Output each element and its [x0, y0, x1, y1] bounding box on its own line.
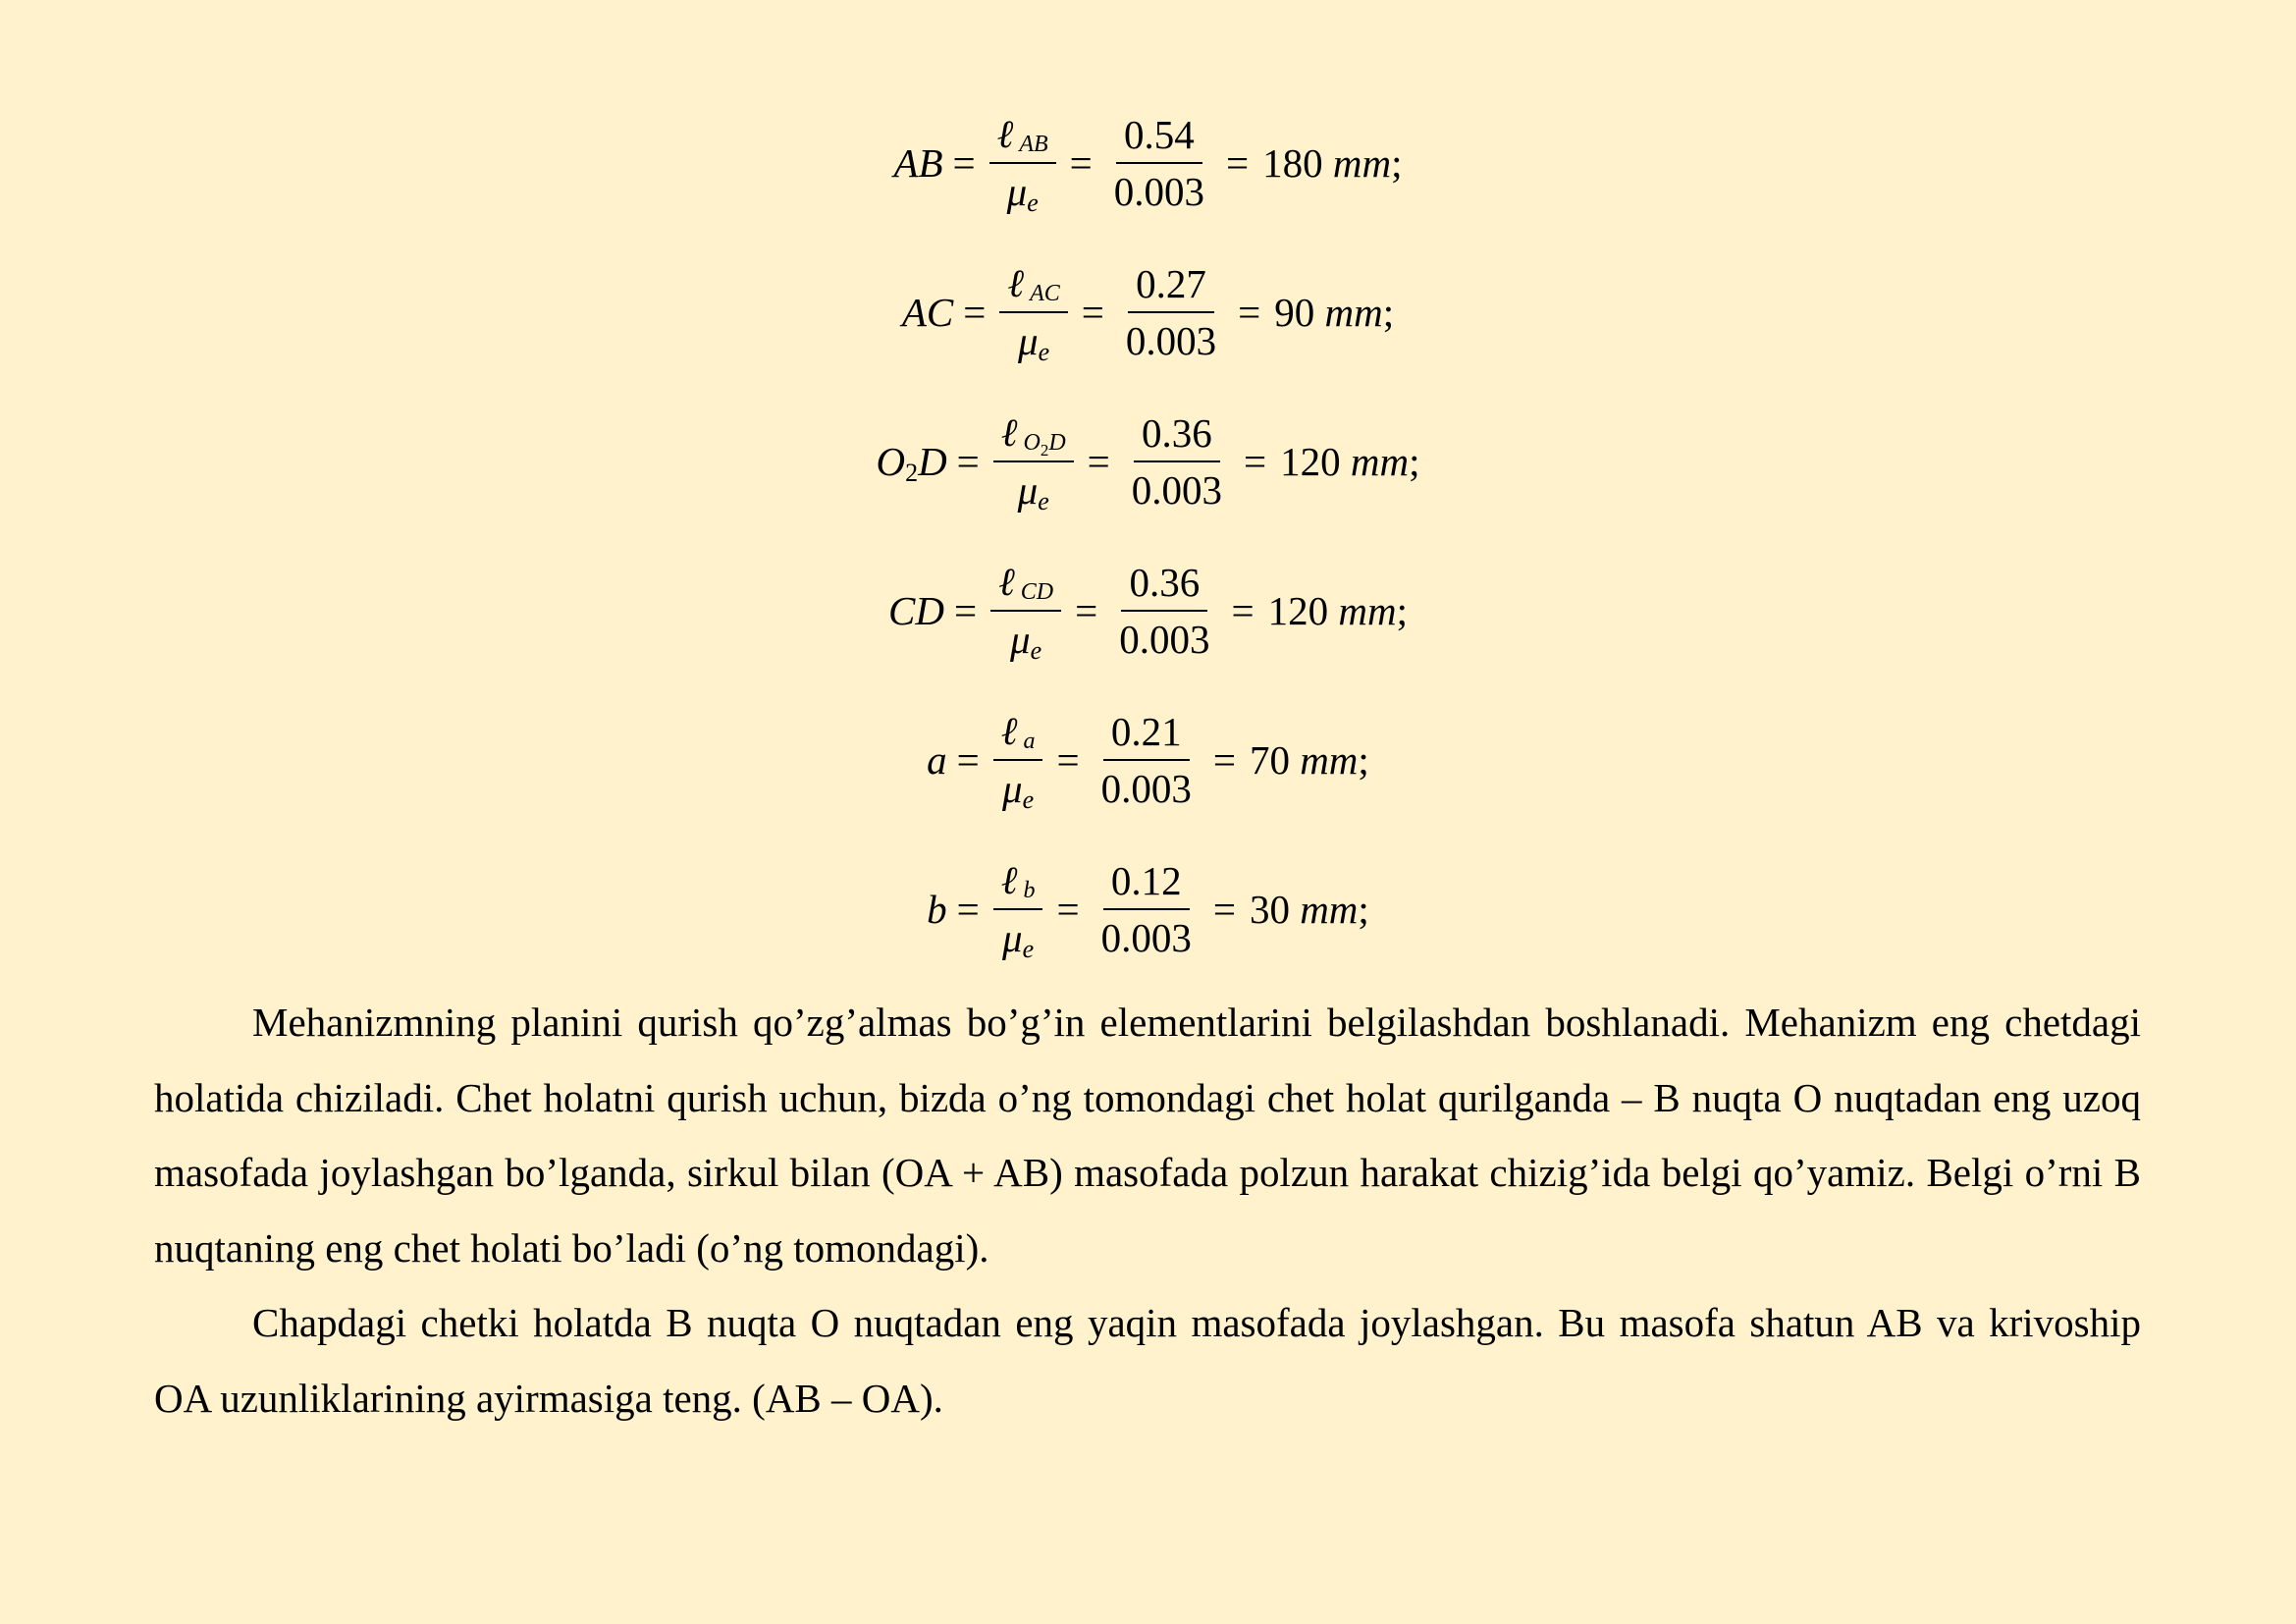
terminator: ;: [1391, 139, 1403, 186]
mu-subscript: e: [1030, 636, 1042, 665]
ell-subscript: O: [1023, 430, 1041, 456]
denominator: 0.003: [1131, 466, 1223, 513]
ell-subscript: AB: [1019, 132, 1048, 157]
mu-subscript: e: [1038, 338, 1050, 366]
value-fraction: [1094, 704, 1200, 816]
numerator: 0.36: [1134, 406, 1220, 462]
unit: mm: [1300, 886, 1359, 932]
equals-sign: =: [956, 886, 980, 932]
equals-sign: =: [1238, 289, 1261, 335]
ell-subscript-index: 2: [1040, 441, 1049, 460]
result-value: 120: [1280, 438, 1341, 484]
unit: mm: [1338, 587, 1397, 633]
length-fraction: [989, 107, 1056, 219]
unit: mm: [1332, 139, 1392, 186]
equals-sign: =: [1244, 438, 1267, 484]
equals-sign: =: [1212, 886, 1236, 932]
denominator: 0.003: [1113, 168, 1205, 214]
mu-symbol: μ: [1018, 317, 1039, 363]
equals-sign: =: [963, 289, 987, 335]
value-fraction: [1106, 107, 1212, 219]
equation-a: [0, 685, 2296, 835]
result-value: 30: [1249, 886, 1290, 932]
unit: mm: [1350, 438, 1410, 484]
length-fraction: [993, 406, 1074, 517]
value-fraction: [1118, 256, 1224, 368]
mu-symbol: μ: [1010, 616, 1031, 662]
ell-symbol: ℓ: [1000, 709, 1018, 753]
result-value: 180: [1262, 139, 1323, 186]
equals-sign: =: [952, 139, 976, 186]
equals-sign: =: [1226, 139, 1250, 186]
ell-subscript: CD: [1020, 579, 1054, 605]
length-fraction: [993, 704, 1043, 816]
ell-symbol: ℓ: [996, 112, 1014, 156]
mu-subscript: e: [1027, 189, 1039, 217]
denominator: 0.003: [1100, 765, 1192, 811]
paragraph-mechanism-plan: Mehanizmning planini qurish qo’zg’almas bo’g’in elementlarini belgilashdan boshlanadi. Mehanizm eng chetdagi holatida chiziladi. Chet holatni qurish uchun, bizda o’ng tomondagi chet holat qurilganda – B nuqta O nuqtadan eng uzoq masofada joylashgan bo’lganda, sirkul bilan (OA + AB) masofada polzun harakat chizig’ida belgi qo’yamiz. Belgi o’rni B nuqtaning eng chet holati bo’ladi (o’ng tomondagi).: [154, 1000, 2141, 1271]
ell-subscript: AC: [1030, 281, 1060, 306]
length-fraction: [990, 555, 1061, 667]
result-value: 120: [1267, 587, 1329, 633]
terminator: ;: [1358, 736, 1369, 783]
result-value: 70: [1249, 736, 1290, 783]
numerator: 0.12: [1103, 853, 1190, 910]
equals-sign: =: [956, 736, 980, 783]
equals-sign: =: [1069, 139, 1093, 186]
equals-sign: =: [1231, 587, 1255, 633]
terminator: ;: [1409, 438, 1420, 484]
length-fraction: [993, 853, 1043, 965]
ell-symbol: ℓ: [1000, 410, 1018, 455]
ell-symbol: ℓ: [1000, 858, 1018, 902]
length-fraction: [999, 256, 1067, 368]
equation-ab: [0, 88, 2296, 238]
mu-subscript: e: [1022, 935, 1035, 963]
denominator: 0.003: [1100, 914, 1192, 960]
numerator: 0.54: [1116, 107, 1202, 164]
mu-symbol: μ: [1002, 914, 1023, 960]
equation-o2d: [0, 387, 2296, 536]
equals-sign: =: [956, 438, 980, 484]
equals-sign: =: [1212, 736, 1236, 783]
ell-subscript-tail: D: [1048, 430, 1066, 456]
equation-cd: [0, 536, 2296, 685]
equals-sign: =: [1081, 289, 1104, 335]
equals-sign: =: [1087, 438, 1110, 484]
numerator: 0.27: [1128, 256, 1214, 313]
mu-subscript: e: [1038, 487, 1049, 515]
equation-b: [0, 835, 2296, 984]
equation-lhs: AB: [893, 139, 943, 186]
equation-lhs: b: [927, 886, 947, 932]
terminator: ;: [1396, 587, 1408, 633]
equation-lhs: O: [876, 438, 906, 484]
equation-ac: [0, 238, 2296, 387]
equation-lhs: CD: [888, 587, 944, 633]
denominator: 0.003: [1119, 616, 1210, 662]
ell-symbol: ℓ: [1007, 261, 1025, 305]
equations-block: [0, 88, 2296, 984]
equation-lhs-tail: D: [918, 438, 947, 484]
equals-sign: =: [1056, 886, 1080, 932]
paragraph-left-extreme: Chapdagi chetki holatda B nuqta O nuqtadan eng yaqin masofada joylashgan. Bu masofa shatun AB va krivoship OA uzunliklarining ayirmasiga teng. (AB – OA).: [154, 1300, 2141, 1421]
unit: mm: [1324, 289, 1383, 335]
ell-subscript: a: [1023, 729, 1036, 754]
mu-symbol: μ: [1017, 466, 1039, 513]
equation-lhs: AC: [901, 289, 954, 335]
value-fraction: [1124, 406, 1230, 517]
equals-sign: =: [953, 587, 978, 633]
terminator: ;: [1358, 886, 1369, 932]
mu-symbol: μ: [1002, 765, 1023, 811]
ell-subscript: b: [1023, 878, 1036, 903]
numerator: 0.36: [1121, 555, 1207, 612]
denominator: 0.003: [1125, 317, 1217, 363]
value-fraction: [1094, 853, 1200, 965]
ell-symbol: ℓ: [998, 560, 1015, 604]
value-fraction: [1111, 555, 1217, 667]
mu-symbol: μ: [1006, 168, 1028, 214]
equation-lhs-subscript: 2: [905, 459, 919, 487]
equation-lhs: a: [927, 736, 947, 783]
numerator: 0.21: [1103, 704, 1190, 761]
unit: mm: [1300, 736, 1359, 783]
equals-sign: =: [1056, 736, 1080, 783]
equals-sign: =: [1075, 587, 1098, 633]
mu-subscript: e: [1022, 785, 1035, 814]
terminator: ;: [1382, 289, 1395, 335]
result-value: 90: [1274, 289, 1315, 335]
